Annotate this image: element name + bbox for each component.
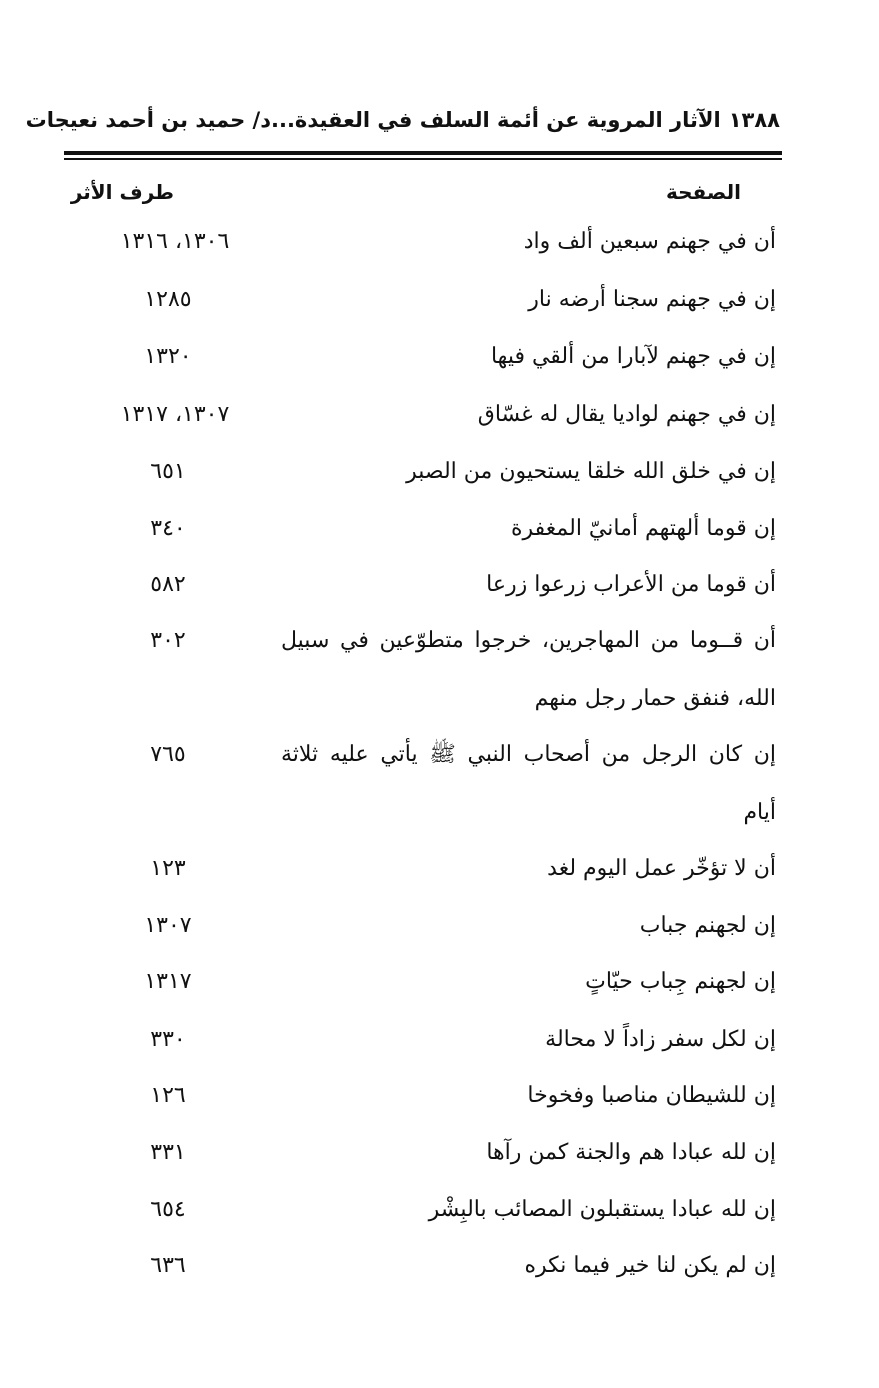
hadith-phrase-continuation: أيام [743,800,776,825]
page-reference: ٦٥٤ [150,1197,186,1222]
hadith-phrase: أن في جهنم سبعين ألف واد [523,229,776,254]
hadith-phrase: إن لله عبادا هم والجنة كمن رآها [486,1140,776,1165]
hadith-phrase: إن لله عبادا يستقبلون المصائب بالبِشْر [428,1197,776,1222]
index-row [0,271,879,329]
hadith-phrase: إن في جهنم لواديا يقال له غسّاق [477,402,776,427]
hadith-phrase: إن في خلق الله خلقا يستحيون من الصبر [406,459,776,484]
index-row [0,840,879,898]
column-header-page: الصفحة [665,180,741,204]
index-row [0,443,879,501]
page-reference: ١٣٠٧ [144,913,192,938]
hadith-phrase: إن للشيطان مناصبا وفخوخا [527,1083,776,1108]
page-reference: ١٣٢٠ [144,344,192,369]
page-reference: ٣٣٠ [150,1027,186,1052]
running-title: الآثار المروية عن أئمة السلف في العقيدة...د/ حميد بن أحمد نعيجات [25,108,721,132]
index-row [0,1181,879,1239]
page-reference: ٧٦٥ [150,742,186,767]
index-row [0,897,879,955]
header-rule-thin [64,158,782,160]
page-reference: ٦٣٦ [150,1253,186,1278]
page-reference: ٣٣١ [150,1140,186,1165]
index-row [0,386,879,444]
page-reference: ٣٤٠ [150,516,186,541]
running-header [25,108,780,132]
hadith-phrase: إن في جهنم سجنا أرضه نار [528,287,776,312]
page-reference: ١٢٣ [150,856,186,881]
page-reference: ٦٥١ [150,459,186,484]
hadith-phrase: أن قــوما من المهاجرين، خرجوا متطوّعين في سبيل [281,628,776,653]
page-reference: ١٣٠٧، ١٣١٧ [120,402,230,427]
header-rule-thick [64,151,782,155]
page-number: ١٣٨٨ [728,108,780,132]
hadith-phrase: إن لم يكن لنا خير فيما نكره [524,1253,776,1278]
index-row [0,612,879,728]
page-reference: ٣٠٢ [150,628,186,653]
index-row [0,1067,879,1125]
hadith-phrase: إن لجهنم جِباب حيّاتٍ [585,969,776,994]
index-row [0,213,879,271]
index-row [0,556,879,614]
hadith-phrase: إن في جهنم لآبارا من ألقي فيها [490,344,776,369]
hadith-phrase: إن قوما ألهتهم أمانيّ المغفرة [511,516,776,541]
index-row [0,328,879,386]
hadith-phrase: أن لا تؤخّر عمل اليوم لغد [547,856,776,881]
page-reference: ١٣٠٦، ١٣١٦ [120,229,230,254]
hadith-phrase: إن لكل سفر زاداً لا محالة [545,1027,776,1052]
page-reference: ١٣١٧ [144,969,192,994]
index-row [0,726,879,842]
page-reference: ١٢٨٥ [144,287,192,312]
index-row [0,1237,879,1295]
hadith-phrase: أن قوما من الأعراب زرعوا زرعا [486,572,776,597]
hadith-phrase: إن لجهنم جباب [639,913,776,938]
hadith-phrase: إن كان الرجل من أصحاب النبي ﷺ يأتي عليه ثلاثة [281,742,776,767]
index-row [0,1124,879,1182]
index-row [0,953,879,1011]
page-reference: ٥٨٢ [150,572,186,597]
column-header-phrase: طرف الأثر [70,180,174,204]
page-reference: ١٢٦ [150,1083,186,1108]
index-row [0,1011,879,1069]
index-row [0,500,879,558]
hadith-phrase-continuation: الله، فنفق حمار رجل منهم [534,686,776,711]
